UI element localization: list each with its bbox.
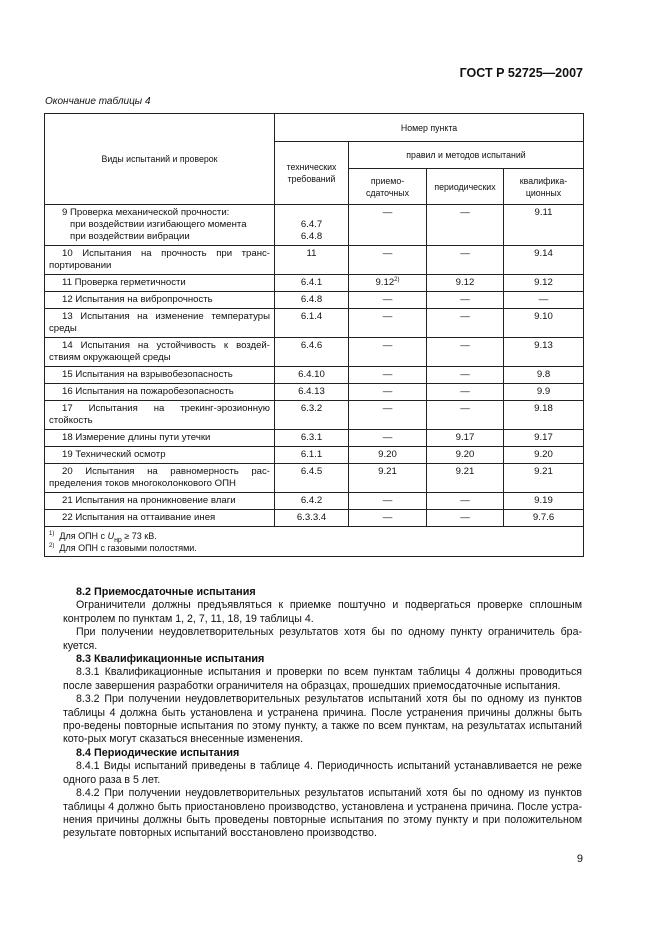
periodic-cell: —	[427, 510, 504, 527]
technical-requirements-cell: 6.4.6	[275, 338, 349, 367]
technical-requirements-cell: 11	[275, 246, 349, 275]
periodic-cell: —	[427, 205, 504, 246]
technical-requirements-cell: 6.4.2	[275, 493, 349, 510]
footnote-2	[49, 542, 579, 554]
periodic-cell: —	[427, 384, 504, 401]
test-name-line: 9 Проверка механической прочности:	[62, 207, 230, 218]
page-number: 9	[576, 853, 583, 865]
section-8-4-1: 8.4.1 Виды испытаний приведены в таблице 4. Периодичность испытаний устанавливается не реже одного раза в 5 лет.	[63, 760, 582, 786]
table-row	[45, 309, 584, 338]
periodic-cell: —	[427, 309, 504, 338]
body-sections	[63, 586, 582, 841]
qualification-cell: 9.11	[504, 205, 584, 246]
section-8-2-paragraph-1: Ограничители должны предъявляться к приемке поштучно и подвергаться проверке сплошным контролем по пунктам 1, 2, 7, 11, 18, 19 таблицы 4.	[63, 599, 582, 625]
acceptance-cell	[349, 292, 427, 309]
acceptance-value: —	[382, 386, 393, 397]
document-standard-header: ГОСТ Р 52725—2007	[459, 66, 583, 80]
test-name-cell	[45, 205, 275, 246]
test-name-cell: 12 Испытания на вибропрочность	[45, 292, 275, 309]
periodic-cell: 9.20	[427, 447, 504, 464]
table-row	[45, 401, 584, 430]
acceptance-value: —	[382, 340, 393, 351]
qualification-cell: 9.13	[504, 338, 584, 367]
header-periodic: периодических	[427, 169, 504, 205]
technical-requirements-cell: 6.1.1	[275, 447, 349, 464]
periodic-cell: —	[427, 367, 504, 384]
test-name-cell: 15 Испытания на взрывобезопасность	[45, 367, 275, 384]
section-8-3-1: 8.3.1 Квалификационные испытания и проверки по всем пунктам таблицы 4 должны проводиться после завершения разработки ограничителя на образцах, прошедших приемосдаточные испытания.	[63, 666, 582, 692]
footnote-1-var: U	[107, 531, 115, 541]
acceptance-value: 9.21	[378, 466, 397, 477]
table-row	[45, 292, 584, 309]
test-name-cell: 10 Испытания на прочность при транс-портировании	[45, 246, 275, 275]
acceptance-cell	[349, 430, 427, 447]
table-row	[45, 493, 584, 510]
periodic-cell: —	[427, 401, 504, 430]
periodic-cell: 9.12	[427, 275, 504, 292]
acceptance-cell	[349, 447, 427, 464]
test-name-cell: 18 Измерение длины пути утечки	[45, 430, 275, 447]
footnote-1-tail: ≥ 73 кВ.	[121, 531, 157, 541]
acceptance-value: —	[382, 495, 393, 506]
periodic-cell: 9.17	[427, 430, 504, 447]
table-body	[45, 205, 584, 527]
test-name-cell: 20 Испытания на равномерность рас-пределения токов многоколонкового ОПН	[45, 464, 275, 493]
qualification-cell: —	[504, 292, 584, 309]
qualification-cell: 9.7.6	[504, 510, 584, 527]
acceptance-cell	[349, 493, 427, 510]
table-row	[45, 510, 584, 527]
test-name-line: при воздействии вибрации	[70, 231, 190, 242]
table-row	[45, 275, 584, 292]
acceptance-cell	[349, 205, 427, 246]
table-row	[45, 384, 584, 401]
periodic-cell: 9.21	[427, 464, 504, 493]
technical-requirements-cell: 6.4.10	[275, 367, 349, 384]
acceptance-cell	[349, 384, 427, 401]
acceptance-value: —	[382, 207, 393, 218]
technical-requirements-cell: 6.3.2	[275, 401, 349, 430]
periodic-cell: —	[427, 292, 504, 309]
technical-requirements-cell: 6.4.13	[275, 384, 349, 401]
header-test-type: Виды испытаний и проверок	[45, 114, 275, 205]
footnote-1-sub: нр	[114, 536, 122, 544]
test-name-cell: 16 Испытания на пожаробезопасность	[45, 384, 275, 401]
section-8-3-title: 8.3 Квалификационные испытания	[76, 653, 265, 666]
table-row	[45, 338, 584, 367]
acceptance-value: —	[382, 432, 393, 443]
periodic-cell: —	[427, 338, 504, 367]
acceptance-cell	[349, 464, 427, 493]
acceptance-value: —	[382, 311, 393, 322]
header-qualification: квалифика-ционных	[504, 169, 584, 205]
qualification-cell: 9.18	[504, 401, 584, 430]
footnote-1-mark: 1)	[49, 531, 55, 537]
acceptance-value: 9.12	[375, 277, 395, 288]
table-row	[45, 447, 584, 464]
acceptance-value: —	[382, 294, 393, 305]
test-name-cell: 19 Технический осмотр	[45, 447, 275, 464]
periodic-cell: —	[427, 246, 504, 275]
qualification-cell: 9.9	[504, 384, 584, 401]
footnote-1	[49, 530, 579, 542]
technical-requirements-cell: 6.4.5	[275, 464, 349, 493]
acceptance-value: —	[382, 403, 393, 414]
qualification-cell: 9.20	[504, 447, 584, 464]
table-footnotes	[45, 527, 584, 557]
acceptance-value: —	[382, 369, 393, 380]
acceptance-value: —	[382, 512, 393, 523]
test-name-cell: 21 Испытания на проникновение влаги	[45, 493, 275, 510]
table-row	[45, 464, 584, 493]
technical-requirements-cell: 6.4.7 6.4.8	[275, 205, 349, 246]
qualification-cell: 9.17	[504, 430, 584, 447]
header-item-number: Номер пункта	[275, 114, 584, 142]
test-name-cell: 14 Испытания на устойчивость к воздей-ствиям окружающей среды	[45, 338, 275, 367]
table-row	[45, 367, 584, 384]
tests-table	[44, 113, 584, 557]
table-caption: Окончание таблицы 4	[45, 96, 151, 107]
table-row	[45, 430, 584, 447]
table-row	[45, 246, 584, 275]
test-name-cell: 11 Проверка герметичности	[45, 275, 275, 292]
qualification-cell: 9.8	[504, 367, 584, 384]
acceptance-cell	[349, 338, 427, 367]
footnote-ref: 2)	[394, 276, 400, 283]
test-name-cell: 17 Испытания на трекинг-эрозионную стойкость	[45, 401, 275, 430]
qualification-cell: 9.12	[504, 275, 584, 292]
qualification-cell: 9.19	[504, 493, 584, 510]
technical-requirements-cell: 6.3.3.4	[275, 510, 349, 527]
footnote-2-mark: 2)	[49, 543, 55, 549]
acceptance-cell	[349, 275, 427, 292]
test-name-line: при воздействии изгибающего момента	[70, 219, 247, 230]
footnote-2-text: Для ОПН с газовыми полостями.	[59, 543, 197, 553]
test-name-cell: 22 Испытания на оттаивание инея	[45, 510, 275, 527]
technical-requirements-cell: 6.1.4	[275, 309, 349, 338]
technical-requirements-cell: 6.3.1	[275, 430, 349, 447]
acceptance-cell	[349, 401, 427, 430]
acceptance-value: 9.20	[378, 449, 397, 460]
section-8-2-paragraph-2: При получении неудовлетворительных результатов хотя бы по одному пункту ограничитель бра-куется.	[63, 626, 582, 652]
qualification-cell: 9.14	[504, 246, 584, 275]
acceptance-cell	[349, 309, 427, 338]
acceptance-value: —	[382, 248, 393, 259]
section-8-4-2: 8.4.2 При получении неудовлетворительных результатов испытаний хотя бы по одному из пунктов таблицы 4 должно быть приостановлено производство, установлена и устранена причина. После устра-нения причины должны быть проведены повторные испытания по этому пункту и при положительном результате повторных испытаний восстановлено производство.	[63, 787, 582, 840]
section-8-2-title: 8.2 Приемосдаточные испытания	[76, 586, 256, 598]
footnote-1-text: Для ОПН с	[59, 531, 108, 541]
acceptance-cell	[349, 510, 427, 527]
header-acceptance: приемо-сдаточных	[349, 169, 427, 205]
technical-requirements-cell: 6.4.8	[275, 292, 349, 309]
table-row	[45, 205, 584, 246]
qualification-cell: 9.10	[504, 309, 584, 338]
acceptance-cell	[349, 367, 427, 384]
section-8-3-2: 8.3.2 При получении неудовлетворительных результатов испытаний хотя бы по одному из пунктов таблицы 4 должна быть установлена и устранена причина. После устранения причины должны быть про-ведены повторные испытания по этому пункту, а также по всем пунктам, на результатах испытаний кото-рых могут сказаться внесенные изменения.	[63, 693, 582, 746]
qualification-cell: 9.21	[504, 464, 584, 493]
section-8-4-title: 8.4 Периодические испытания	[76, 746, 240, 759]
test-name-cell: 13 Испытания на изменение температуры среды	[45, 309, 275, 338]
header-technical-requirements: технических требований	[275, 142, 349, 205]
periodic-cell: —	[427, 493, 504, 510]
header-rules-methods: правил и методов испытаний	[349, 142, 584, 169]
technical-requirements-cell: 6.4.1	[275, 275, 349, 292]
acceptance-cell	[349, 246, 427, 275]
